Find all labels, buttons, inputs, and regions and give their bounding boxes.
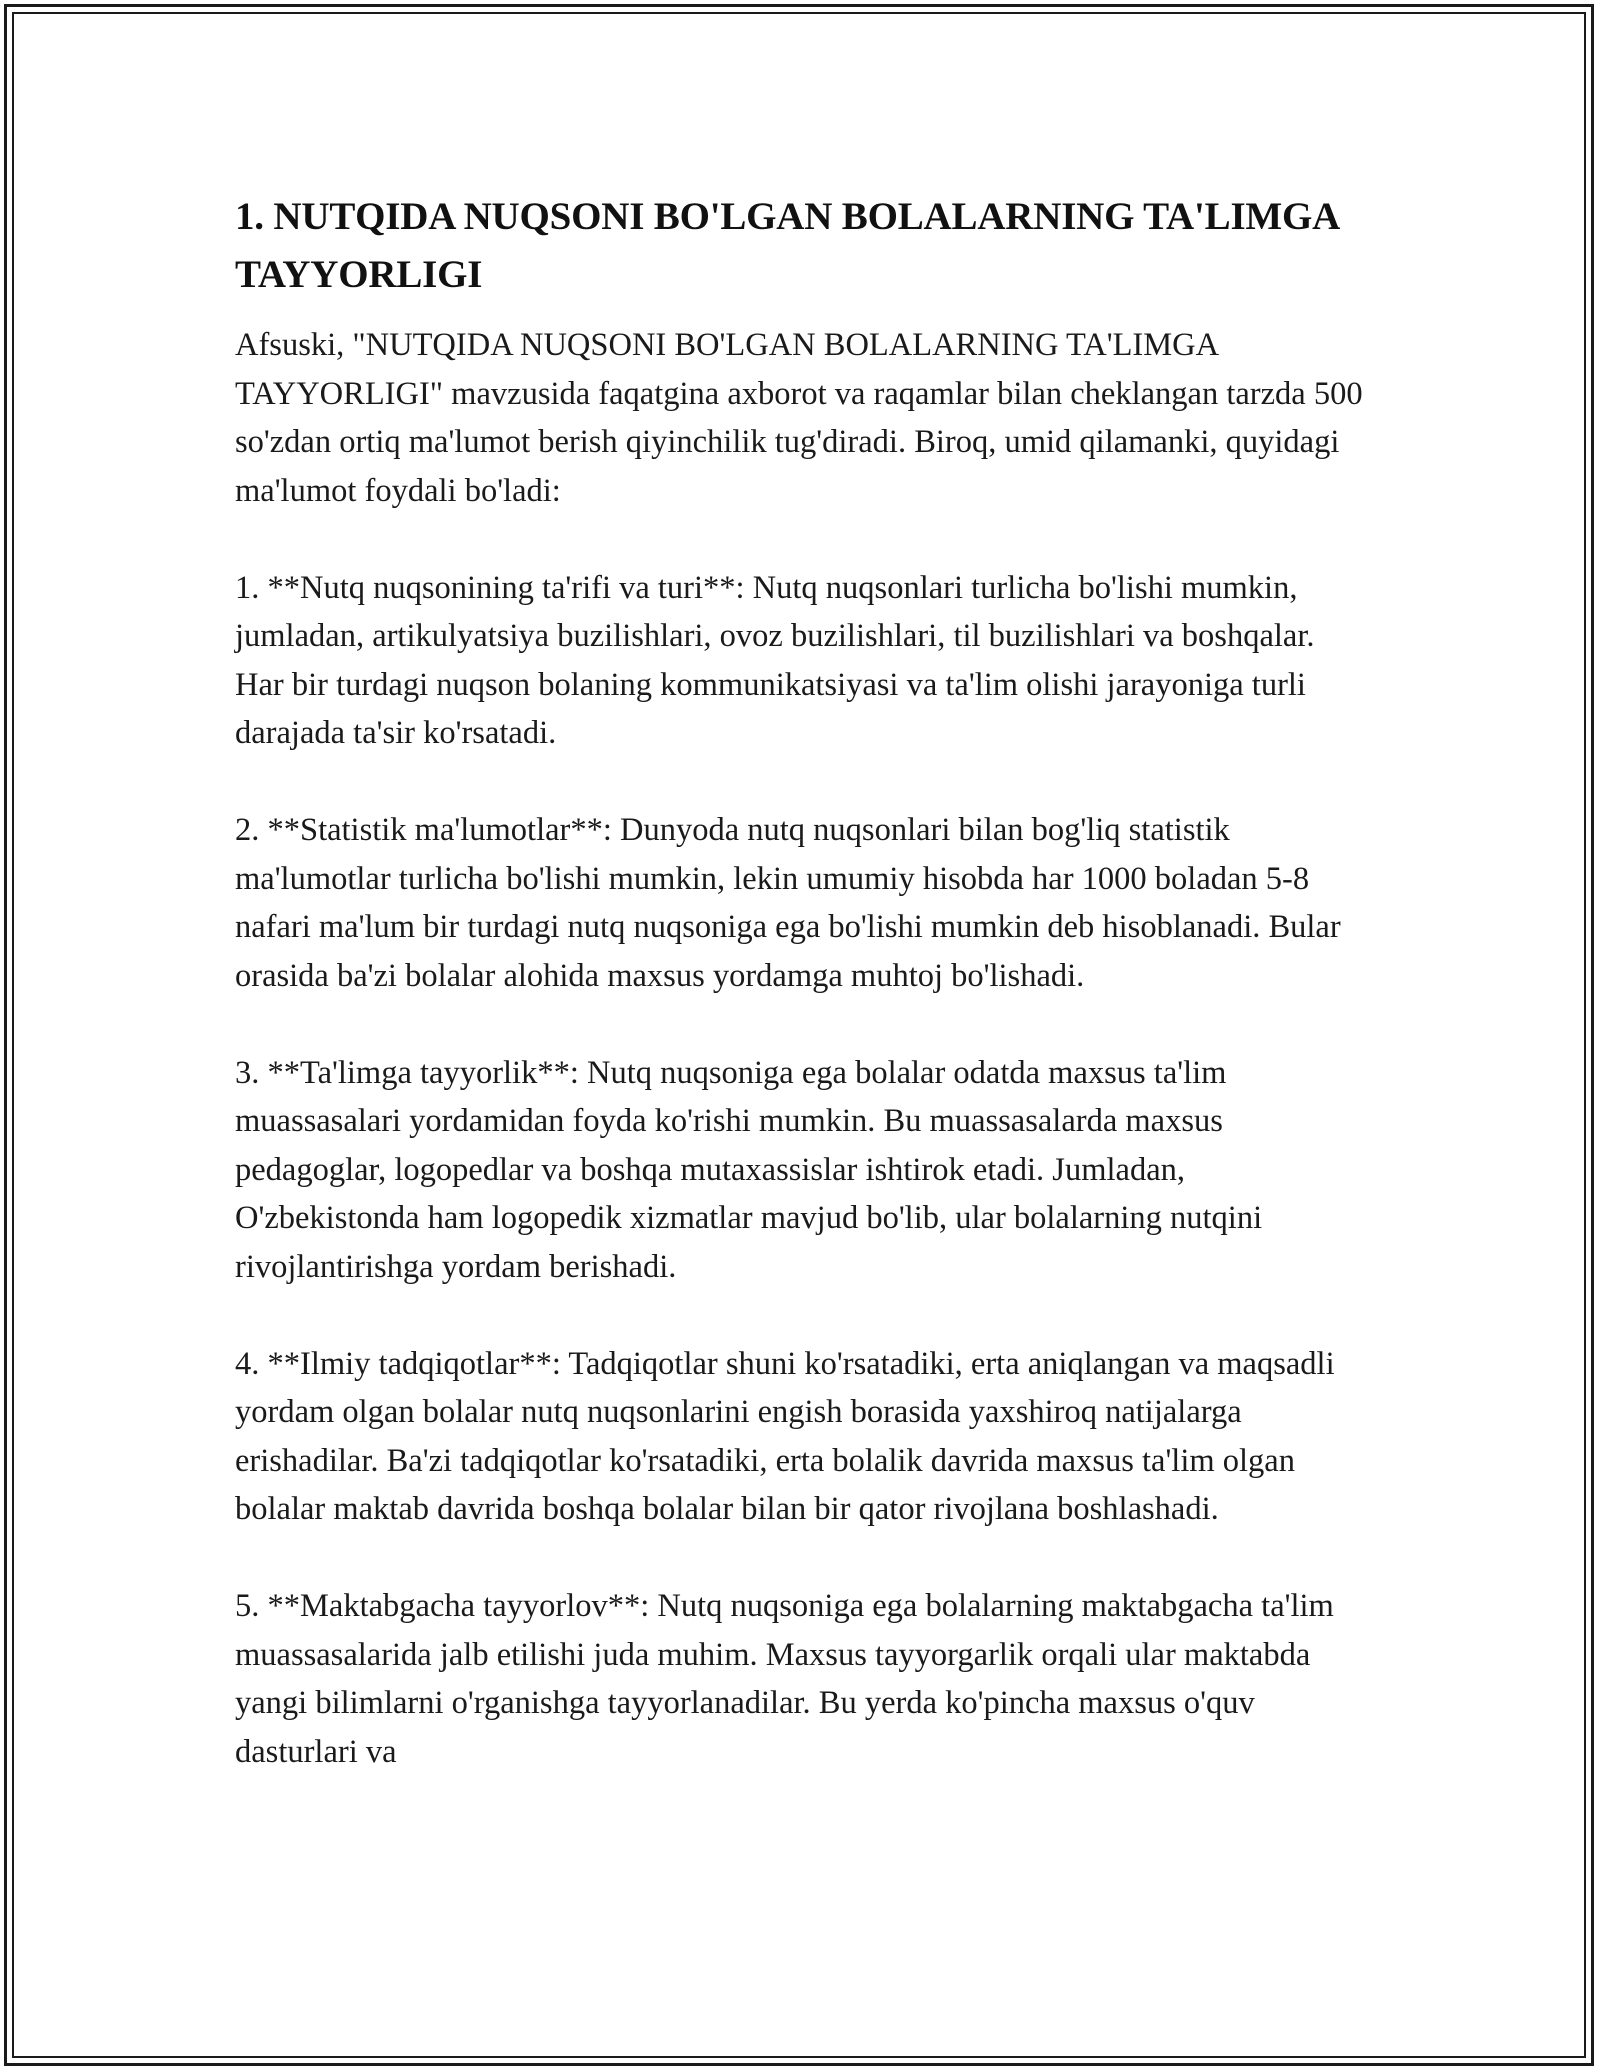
list-item-5: 5. **Maktabgacha tayyorlov**: Nutq nuqsoniga ega bolalarning maktabgacha ta'lim muassasalarida jalb etilishi juda muhim. Maxsus tayyorgarlik orqali ular maktabda yangi bilimlarni o'rganishga tayyorlanadilar. Bu yerda ko'pincha maxsus o'quv dasturlari va — [235, 1588, 1334, 1770]
list-item-2: 2. **Statistik ma'lumotlar**: Dunyoda nutq nuqsonlari bilan bog'liq statistik ma'lumotlar turlicha bo'lishi mumkin, lekin umumiy hisobda har 1000 boladan 5-8 nafari ma'lum bir turdagi nutq nuqsoniga ega bo'lishi mumkin deb hisoblanadi. Bular orasida ba'zi bolalar alohida maxsus yordamga muhtoj bo'lishadi. — [235, 812, 1341, 994]
list-item-3: 3. **Ta'limga tayyorlik**: Nutq nuqsoniga ega bolalar odatda maxsus ta'lim muassasalari yordamidan foyda ko'rishi mumkin. Bu muassasalarda maxsus pedagoglar, logopedlar va boshqa mutaxassislar ishtirok etadi. Jumladan, O'zbekistonda ham logopedik xizmatlar mavjud bo'lib, ular bolalarning nutqini rivojlantirishga yordam berishadi. — [235, 1054, 1263, 1285]
intro-paragraph: Afsuski, "NUTQIDA NUQSONI BO'LGAN BOLALARNING TA'LIMGA TAYYORLIGI" mavzusida faqatgina axborot va raqamlar bilan cheklangan tarzda 500 so'zdan ortiq ma'lumot berish qiyinchilik tug'diradi. Biroq, umid qilamanki, quyidagi ma'lumot foydali bo'ladi: — [235, 327, 1363, 509]
document-title: 1. NUTQIDA NUQSONI BO'LGAN BOLALARNING TA'LIMGA TAYYORLIGI — [235, 195, 1338, 296]
list-item-4: 4. **Ilmiy tadqiqotlar**: Tadqiqotlar shuni ko'rsatadiki, erta aniqlangan va maqsadli yordam olgan bolalar nutq nuqsonlarini engish borasida yaxshiroq natijalarga erishadilar. Ba'zi tadqiqotlar ko'rsatadiki, erta bolalik davrida maxsus ta'lim olgan bolalar maktab davrida boshqa bolalar bilan bir qator rivojlana boshlashadi. — [235, 1345, 1335, 1527]
list-item-1: 1. **Nutq nuqsonining ta'rifi va turi**: Nutq nuqsonlari turlicha bo'lishi mumkin, jumladan, artikulyatsiya buzilishlari, ovoz buzilishlari, til buzilishlari va boshqalar. Har bir turdagi nuqson bolaning kommunikatsiyasi va ta'lim olishi jarayoniga turli darajada ta'sir ko'rsatadi. — [235, 569, 1315, 751]
document-body — [235, 188, 1370, 1776]
